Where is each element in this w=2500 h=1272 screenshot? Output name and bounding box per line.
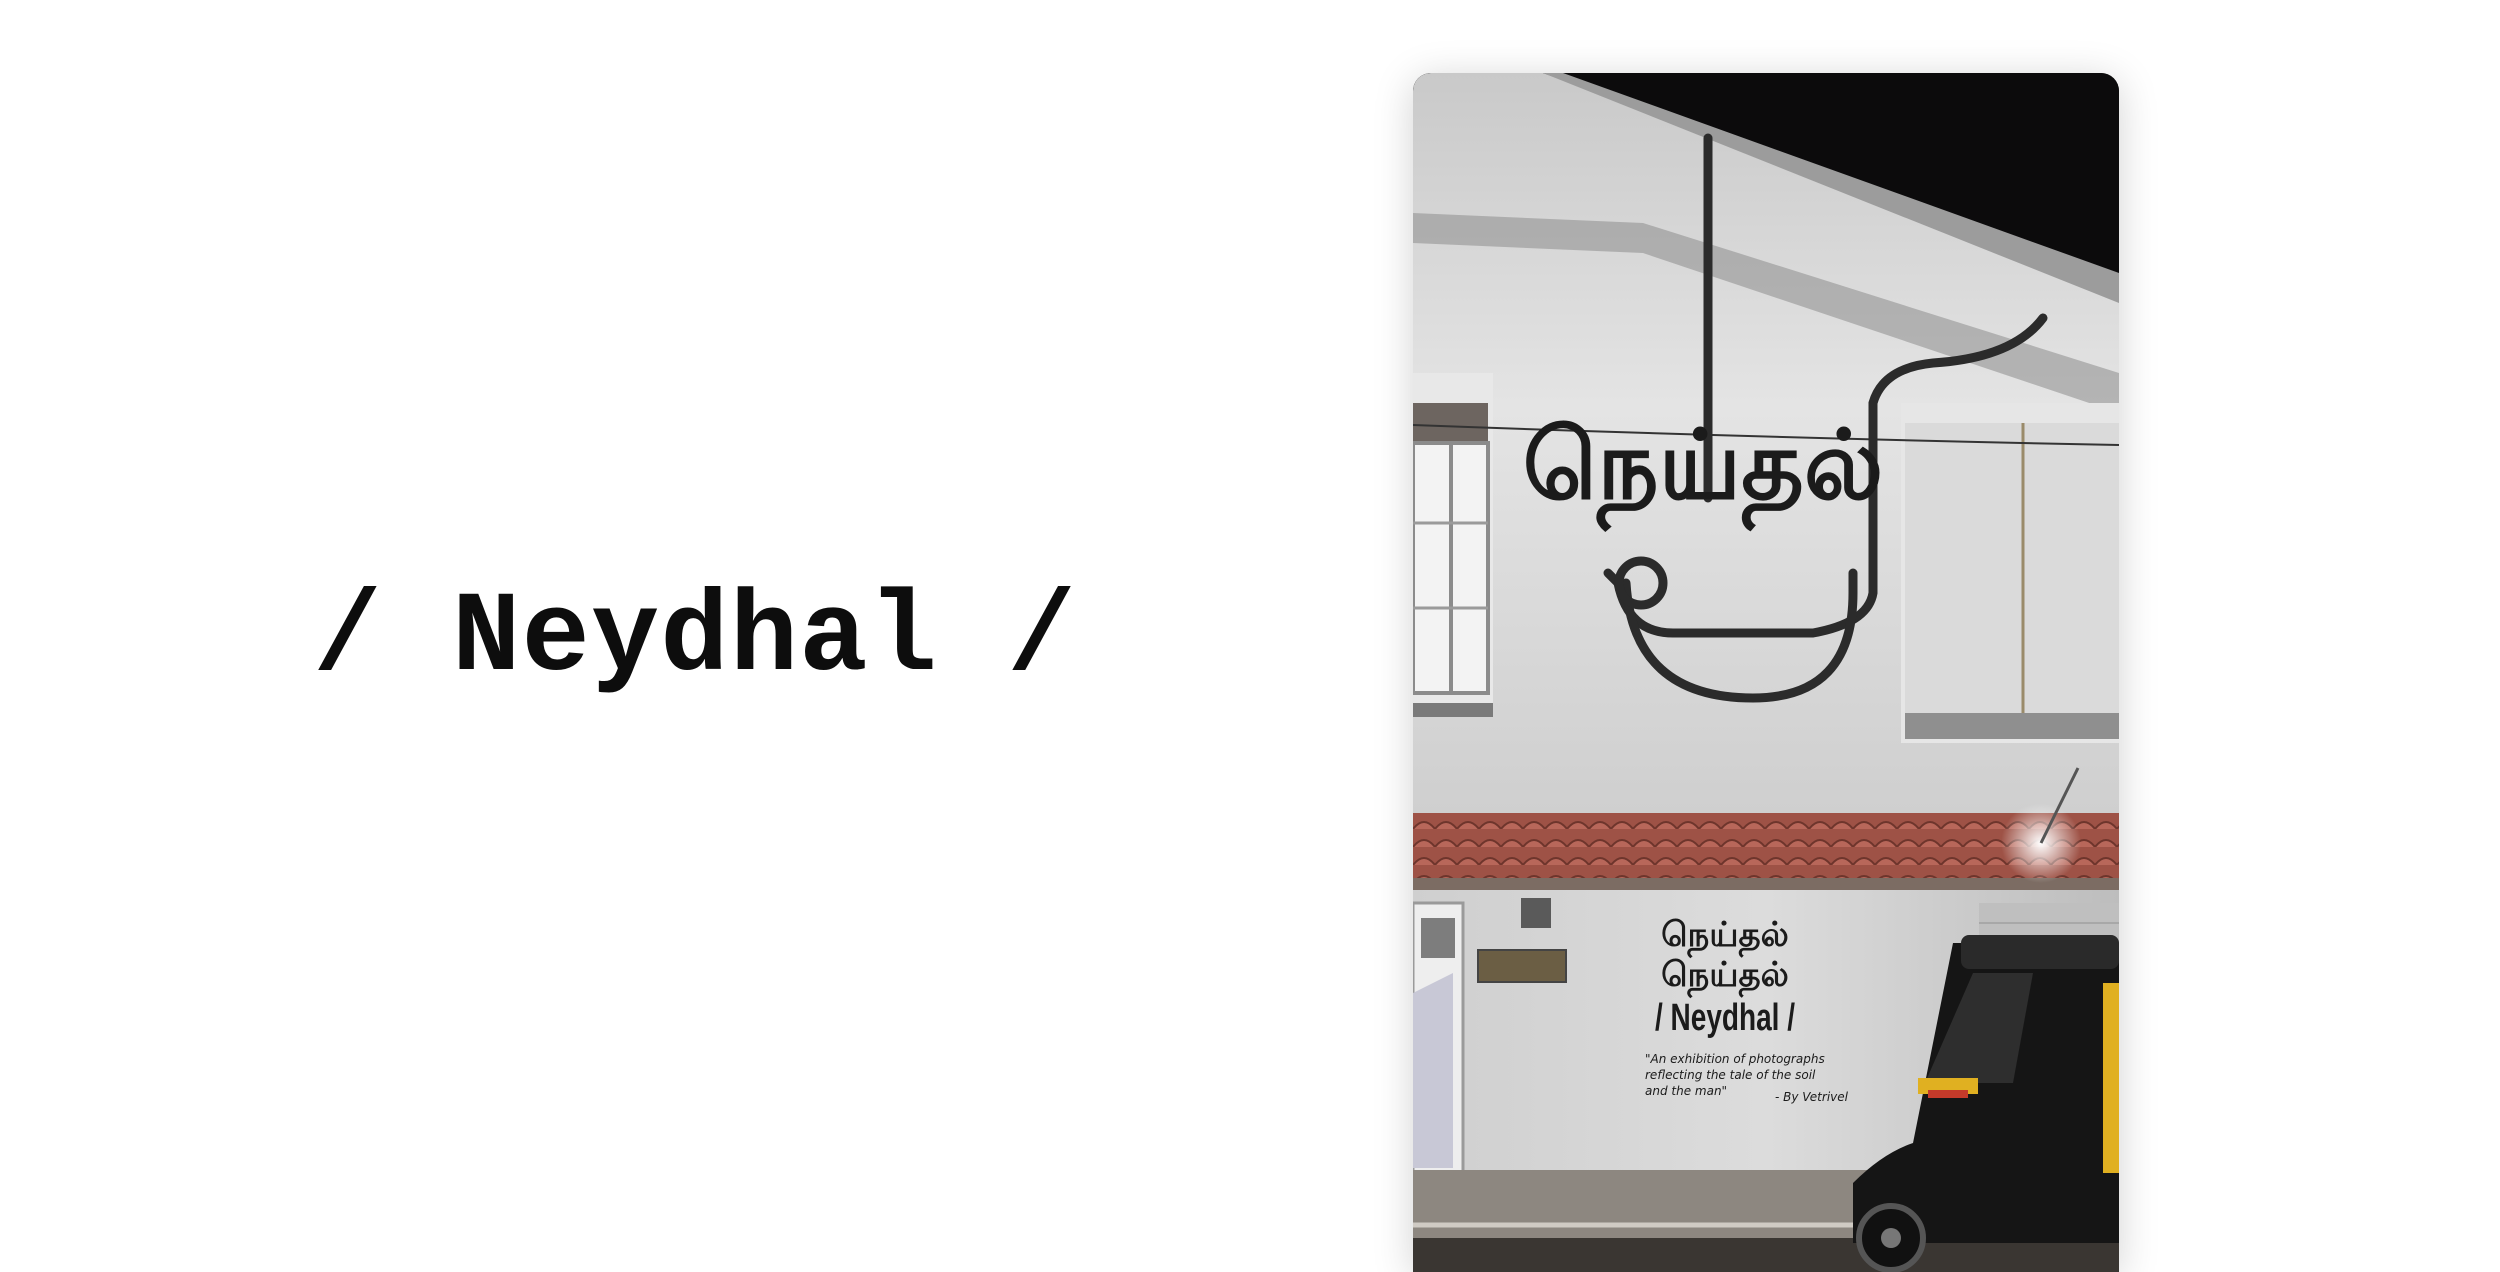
sign-quote-line-3: and the man": [1645, 1084, 1728, 1098]
sign-credit: - By Vetrivel: [1775, 1090, 1848, 1104]
sign-tamil-line-2: நெய்தல்: [1661, 955, 1789, 995]
right-window: [1901, 403, 2119, 743]
sign-quote-line-2: reflecting the tale of the soil: [1645, 1068, 1816, 1082]
sign-quote-line-1: "An exhibition of photographs: [1645, 1052, 1825, 1066]
exhibition-photo-illustration: [1413, 73, 2119, 1272]
page-title: / Neydhal /: [313, 575, 1077, 704]
sign-english-title: / Neydhal /: [1655, 997, 1796, 1039]
mural-tamil-word: நெய்தல்: [1522, 409, 1884, 521]
wall-plaque: [1478, 950, 1566, 982]
sign-tamil-line-1: நெய்தல்: [1661, 915, 1789, 955]
road: [1413, 1238, 2119, 1272]
exhibition-photo: [1413, 73, 2119, 1272]
